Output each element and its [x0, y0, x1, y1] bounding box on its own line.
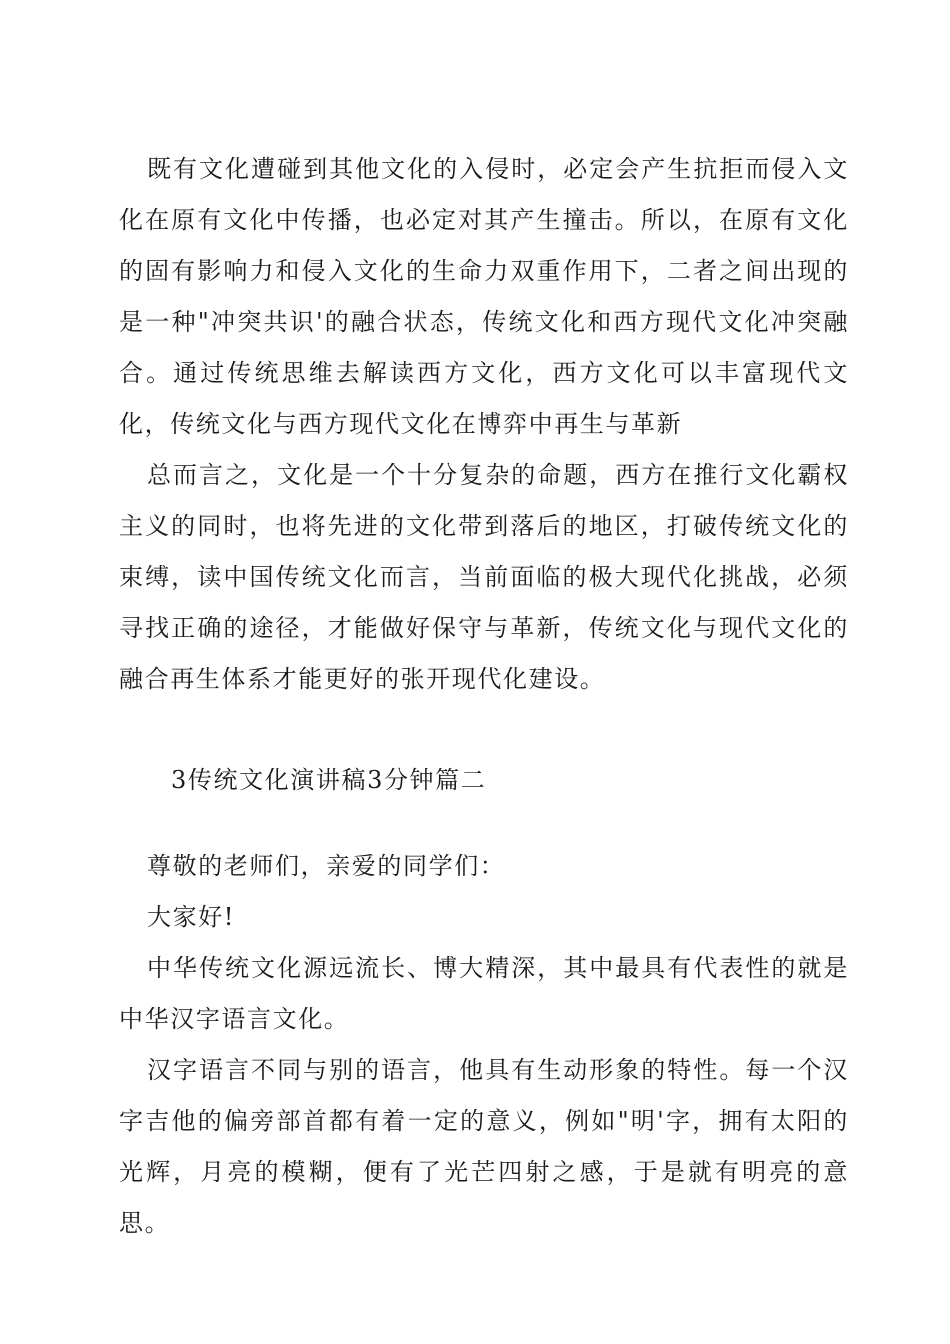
paragraph-greeting: 尊敬的老师们，亲爱的同学们：: [147, 852, 506, 880]
section-heading: 3传统文化演讲稿3分钟篇二: [171, 766, 487, 794]
paragraph-chinese-culture: 中华传统文化源远流长、博大精深，其中最具有代表性的就是中华汉字语言文化。: [119, 954, 849, 1033]
paragraph-cultural-collision: 既有文化遭碰到其他文化的入侵时，必定会产生抗拒而侵入文化在原有文化中传播，也必定对其产生撞击。所以，在原有文化的固有影响力和侵入文化的生命力双重作用下，二者之间出现的是一种"冲突共识'的融合状态，传统文化和西方现代文化冲突融合。通过传统思维去解读西方文化，西方文化可以丰富现代文化，传统文化与西方现代文化在博弈中再生与革新: [119, 155, 849, 438]
section-two: [119, 841, 849, 1249]
paragraph-hello: 大家好!: [147, 903, 236, 931]
section-one: [119, 144, 849, 705]
paragraph-chinese-characters: 汉字语言不同与别的语言，他具有生动形象的特性。每一个汉字吉他的偏旁部首都有着一定的意义，例如"明'字，拥有太阳的光辉，月亮的模糊，便有了光芒四射之感，于是就有明亮的意思。: [119, 1056, 849, 1237]
paragraph-conclusion: 总而言之，文化是一个十分复杂的命题，西方在推行文化霸权主义的同时，也将先进的文化带到落后的地区，打破传统文化的束缚，读中国传统文化而言，当前面临的极大现代化挑战，必须寻找正确的途径，才能做好保守与革新，传统文化与现代文化的融合再生体系才能更好的张开现代化建设。: [119, 461, 849, 693]
